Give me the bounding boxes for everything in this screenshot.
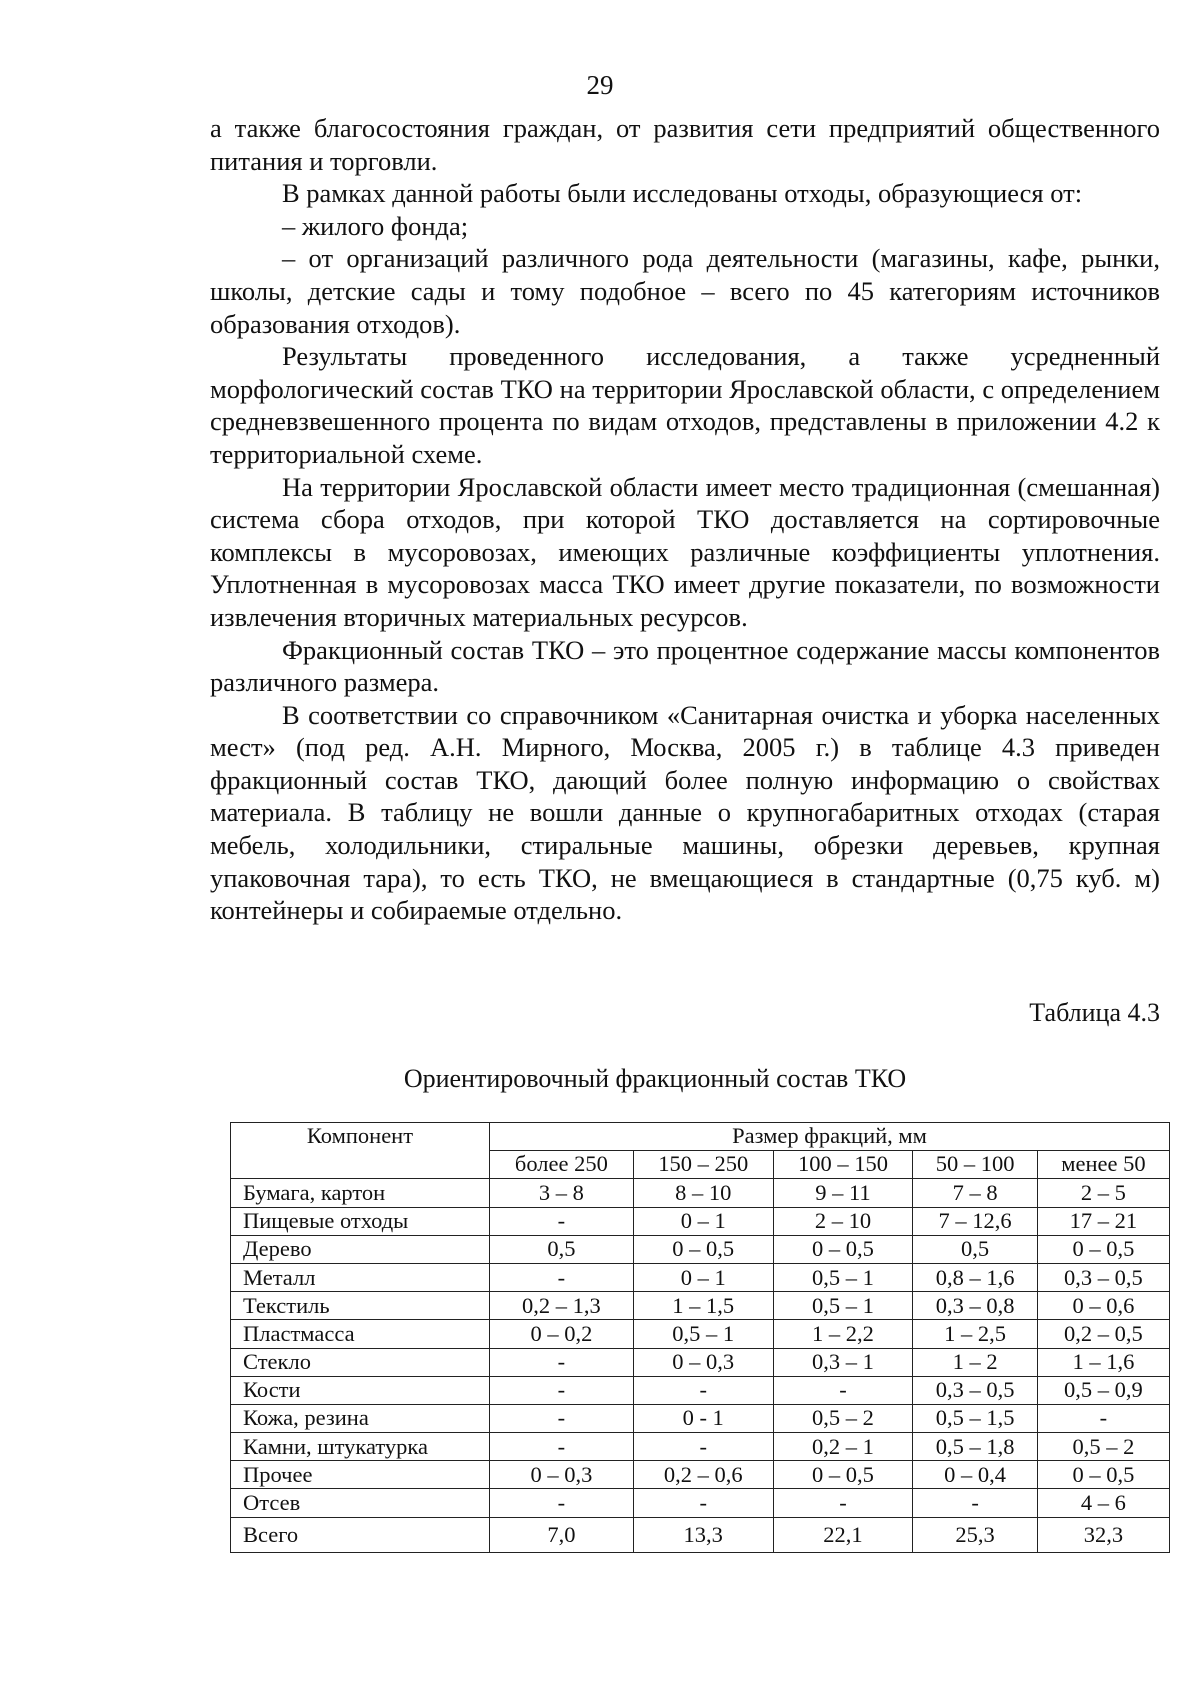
list-item: – от организаций различного рода деятельности (магазины, кафе, рынки, школы, детские сады и тому подобное – всего по 45 категориям источников образования отходов). <box>210 243 1160 339</box>
value-cell: 0,5 – 2 <box>773 1404 913 1432</box>
column-header: 100 – 150 <box>773 1151 913 1179</box>
component-name-cell: Кости <box>231 1376 490 1404</box>
table-row <box>231 1489 1170 1517</box>
value-cell: 0,5 – 0,9 <box>1037 1376 1169 1404</box>
value-cell: 7,0 <box>490 1517 634 1552</box>
table-row <box>231 1461 1170 1489</box>
table-row <box>231 1376 1170 1404</box>
value-cell: 25,3 <box>913 1517 1038 1552</box>
value-cell: 0 – 0,5 <box>773 1461 913 1489</box>
table-row <box>231 1348 1170 1376</box>
value-cell: 0,2 – 0,6 <box>633 1461 773 1489</box>
value-cell: 8 – 10 <box>633 1179 773 1207</box>
value-cell: - <box>633 1489 773 1517</box>
table-row <box>231 1263 1170 1291</box>
value-cell: 0,8 – 1,6 <box>913 1263 1038 1291</box>
value-cell: 0 – 0,5 <box>1037 1235 1169 1263</box>
component-name-cell: Текстиль <box>231 1292 490 1320</box>
value-cell: 0 – 0,2 <box>490 1320 634 1348</box>
component-name-cell: Бумага, картон <box>231 1179 490 1207</box>
paragraph: Фракционный состав ТКО – это процентное содержание массы компонентов различного размера. <box>210 634 1160 698</box>
value-cell: - <box>633 1376 773 1404</box>
value-cell: 0 – 0,5 <box>633 1235 773 1263</box>
column-header: менее 50 <box>1037 1151 1169 1179</box>
value-cell: 0 – 0,5 <box>1037 1461 1169 1489</box>
value-cell: 0,5 – 1 <box>773 1263 913 1291</box>
value-cell: 7 – 12,6 <box>913 1207 1038 1235</box>
value-cell: 0,5 <box>490 1235 634 1263</box>
fraction-table <box>230 1122 1170 1553</box>
paragraph: В рамках данной работы были исследованы отходы, образующиеся от: <box>282 178 1083 209</box>
value-cell: 0,5 <box>913 1235 1038 1263</box>
paragraph: Результаты проведенного исследования, а также усредненный морфологический состав ТКО на территории Ярославской области, с определением средневзвешенного процента по видам отходов, представлены в приложении 4.2 к территориальной схеме. <box>210 341 1160 469</box>
value-cell: - <box>633 1433 773 1461</box>
value-cell: 0,2 – 1 <box>773 1433 913 1461</box>
column-header: более 250 <box>490 1151 634 1179</box>
table-row <box>231 1235 1170 1263</box>
value-cell: - <box>490 1489 634 1517</box>
value-cell: 0,5 – 2 <box>1037 1433 1169 1461</box>
table-row <box>231 1433 1170 1461</box>
column-header: 150 – 250 <box>633 1151 773 1179</box>
component-name-cell: Металл <box>231 1263 490 1291</box>
value-cell: - <box>490 1376 634 1404</box>
value-cell: - <box>490 1404 634 1432</box>
value-cell: - <box>490 1263 634 1291</box>
value-cell: 0,3 – 1 <box>773 1348 913 1376</box>
value-cell: 1 – 2 <box>913 1348 1038 1376</box>
paragraph: а также благосостояния граждан, от развития сети предприятий общественного питания и торговли. <box>210 113 1160 176</box>
value-cell: 1 – 1,6 <box>1037 1348 1169 1376</box>
table-row <box>231 1207 1170 1235</box>
value-cell: 22,1 <box>773 1517 913 1552</box>
value-cell: 2 – 5 <box>1037 1179 1169 1207</box>
value-cell: - <box>773 1489 913 1517</box>
value-cell: 1 – 2,5 <box>913 1320 1038 1348</box>
value-cell: 0 - 1 <box>633 1404 773 1432</box>
value-cell: 32,3 <box>1037 1517 1169 1552</box>
value-cell: 7 – 8 <box>913 1179 1038 1207</box>
value-cell: 0 – 0,5 <box>773 1235 913 1263</box>
table-total-row <box>231 1517 1170 1552</box>
value-cell: 0 – 0,4 <box>913 1461 1038 1489</box>
paragraph: На территории Ярославской области имеет место традиционная (смешанная) система сбора отходов, при которой ТКО доставляется на сортировочные комплексы в мусоровозах, имеющих различные коэффициенты уплотнения. Уплотненная в мусоровозах масса ТКО имеет другие показатели, по возможности извлечения вторичных материальных ресурсов. <box>210 471 1160 632</box>
value-cell: 2 – 10 <box>773 1207 913 1235</box>
component-header: Компонент <box>231 1123 490 1179</box>
component-name-cell: Прочее <box>231 1461 490 1489</box>
value-cell: 3 – 8 <box>490 1179 634 1207</box>
body-text <box>210 112 1160 927</box>
value-cell: 17 – 21 <box>1037 1207 1169 1235</box>
table-label: Таблица 4.3 <box>1029 998 1160 1027</box>
value-cell: 0,5 – 1,8 <box>913 1433 1038 1461</box>
value-cell: 9 – 11 <box>773 1179 913 1207</box>
value-cell: 0 – 0,3 <box>633 1348 773 1376</box>
value-cell: - <box>490 1433 634 1461</box>
value-cell: 0,5 – 1 <box>773 1292 913 1320</box>
list-item: – жилого фонда; <box>282 210 469 241</box>
value-cell: 0,2 – 0,5 <box>1037 1320 1169 1348</box>
value-cell: 0 – 0,6 <box>1037 1292 1169 1320</box>
component-name-cell: Камни, штукатурка <box>231 1433 490 1461</box>
table-body <box>231 1179 1170 1552</box>
value-cell: 0 – 1 <box>633 1263 773 1291</box>
component-name-cell: Пищевые отходы <box>231 1207 490 1235</box>
value-cell: 0,2 – 1,3 <box>490 1292 634 1320</box>
table-row <box>231 1179 1170 1207</box>
paragraph: В соответствии со справочником «Санитарная очистка и уборка населенных мест» (под ред. А.Н. Мирного, Москва, 2005 г.) в таблице 4.3 приведен фракционный состав ТКО, дающий более полную информацию о свойствах материала. В таблицу не вошли данные о крупногабаритных отходах (старая мебель, холодильники, стиральные машины, обрезки деревьев, крупная упаковочная тара), то есть ТКО, не вмещающиеся в стандартные (0,75 куб. м) контейнеры и собираемые отдельно. <box>210 699 1160 926</box>
component-name-cell: Всего <box>231 1517 490 1552</box>
value-cell: 0,3 – 0,5 <box>913 1376 1038 1404</box>
table-title: Ориентировочный фракционный состав ТКО <box>403 1064 907 1093</box>
value-cell: 4 – 6 <box>1037 1489 1169 1517</box>
value-cell: - <box>1037 1404 1169 1432</box>
value-cell: 0 – 0,3 <box>490 1461 634 1489</box>
value-cell: 1 – 2,2 <box>773 1320 913 1348</box>
component-name-cell: Кожа, резина <box>231 1404 490 1432</box>
table-row <box>231 1320 1170 1348</box>
component-name-cell: Стекло <box>231 1348 490 1376</box>
value-cell: 0,3 – 0,8 <box>913 1292 1038 1320</box>
value-cell: 0,3 – 0,5 <box>1037 1263 1169 1291</box>
value-cell: - <box>773 1376 913 1404</box>
component-name-cell: Отсев <box>231 1489 490 1517</box>
value-cell: 1 – 1,5 <box>633 1292 773 1320</box>
value-cell: - <box>490 1207 634 1235</box>
value-cell: 13,3 <box>633 1517 773 1552</box>
value-cell: 0 – 1 <box>633 1207 773 1235</box>
value-cell: 0,5 – 1 <box>633 1320 773 1348</box>
table-row <box>231 1404 1170 1432</box>
column-header: 50 – 100 <box>913 1151 1038 1179</box>
fraction-size-header: Размер фракций, мм <box>490 1123 1170 1151</box>
table-row <box>231 1292 1170 1320</box>
value-cell: - <box>913 1489 1038 1517</box>
value-cell: - <box>490 1348 634 1376</box>
value-cell: 0,5 – 1,5 <box>913 1404 1038 1432</box>
component-name-cell: Дерево <box>231 1235 490 1263</box>
table-header-row <box>231 1123 1170 1151</box>
component-name-cell: Пластмасса <box>231 1320 490 1348</box>
page-number: 29 <box>586 70 614 100</box>
